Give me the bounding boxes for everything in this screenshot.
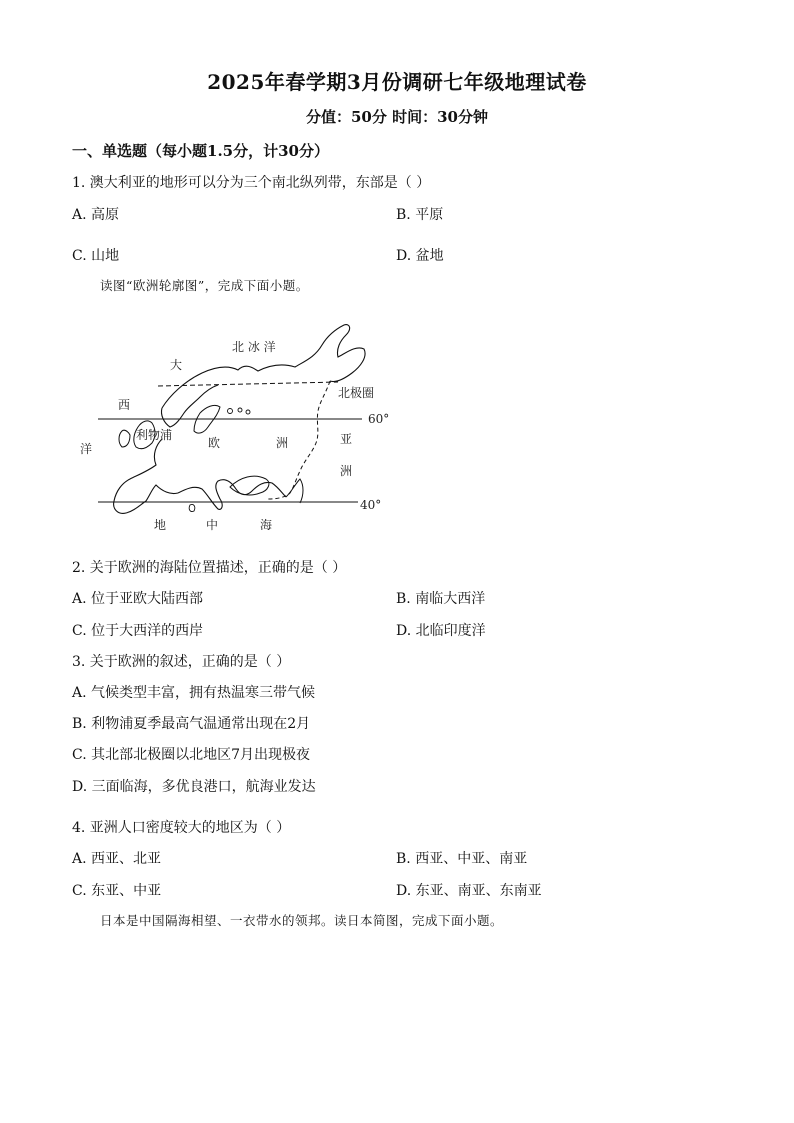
question-1-option-b[interactable]: B. 平原 [396,207,444,223]
ireland [119,430,130,447]
question-3-option-c[interactable]: C. 其北部北极圈以北地区7月出现极夜 [72,747,311,763]
label-lat-60: 60° [368,412,390,426]
question-3-stem: 3. 关于欧洲的叙述，正确的是（ ） [72,654,291,670]
caspian-coast [286,479,303,503]
label-europe-zhou: 洲 [276,436,289,450]
question-3-option-b[interactable]: B. 利物浦夏季最高气温通常出现在2月 [72,716,311,732]
black-sea-coast [230,476,269,495]
label-atlantic-xi: 西 [118,398,131,412]
label-liverpool: 利物浦 [136,428,173,442]
question-2-option-c[interactable]: C. 位于大西洋的西岸 [72,623,204,639]
scandinavia-coast [162,325,365,408]
japan-intro-text: 日本是中国隔海相望、一衣带水的领邦。读日本简图，完成下面小题。 [100,913,504,928]
label-atlantic-da: 大 [170,358,183,372]
question-4-stem: 4. 亚洲人口密度较大的地区为（ ） [72,820,291,836]
question-1-option-d[interactable]: D. 盆地 [396,248,444,264]
label-med-zhong: 中 [206,518,219,532]
question-4-option-a[interactable]: A. 西亚、北亚 [72,851,162,867]
label-med-hai: 海 [260,518,273,532]
label-atlantic-yang: 洋 [80,442,93,456]
page-title: 2025年春学期3月份调研七年级地理试卷 [207,70,587,94]
map-intro-text: 读图“欧洲轮廓图”，完成下面小题。 [100,278,309,293]
label-arctic-circle: 北极圈 [338,386,375,400]
label-med-di: 地 [154,518,167,532]
section-heading: 一、单选题（每小题1.5分，计30分） [72,142,329,160]
label-asia-ya: 亚 [340,432,353,446]
label-asia-zhou: 洲 [340,464,353,478]
question-4-option-d[interactable]: D. 东亚、南亚、东南亚 [396,883,542,899]
question-1-option-a[interactable]: A. 高原 [72,207,120,223]
question-1-option-c[interactable]: C. 山地 [72,248,120,264]
question-4-option-b[interactable]: B. 西亚、中亚、南亚 [396,851,528,867]
question-2-option-b[interactable]: B. 南临大西洋 [396,591,486,607]
question-3-option-a[interactable]: A. 气候类型丰富，拥有热温寒三带气候 [72,685,316,701]
question-2-option-d[interactable]: D. 北临印度洋 [396,623,486,639]
exam-meta: 分值：50分 时间：30分钟 [306,108,488,126]
question-4-option-c[interactable]: C. 东亚、中亚 [72,883,162,899]
label-lat-40: 40° [360,498,382,512]
question-2-option-a[interactable]: A. 位于亚欧大陆西部 [72,591,204,607]
question-1-stem: 1. 澳大利亚的地形可以分为三个南北纵列带，东部是（ ） [72,175,431,191]
question-2-stem: 2. 关于欧洲的海陆位置描述，正确的是（ ） [72,560,347,576]
label-arctic-ocean: 北 冰 洋 [232,340,276,354]
label-europe-ou: 欧 [208,436,221,450]
question-3-option-d[interactable]: D. 三面临海，多优良港口，航海业发达 [72,779,316,795]
europe-outline-map [80,315,390,540]
